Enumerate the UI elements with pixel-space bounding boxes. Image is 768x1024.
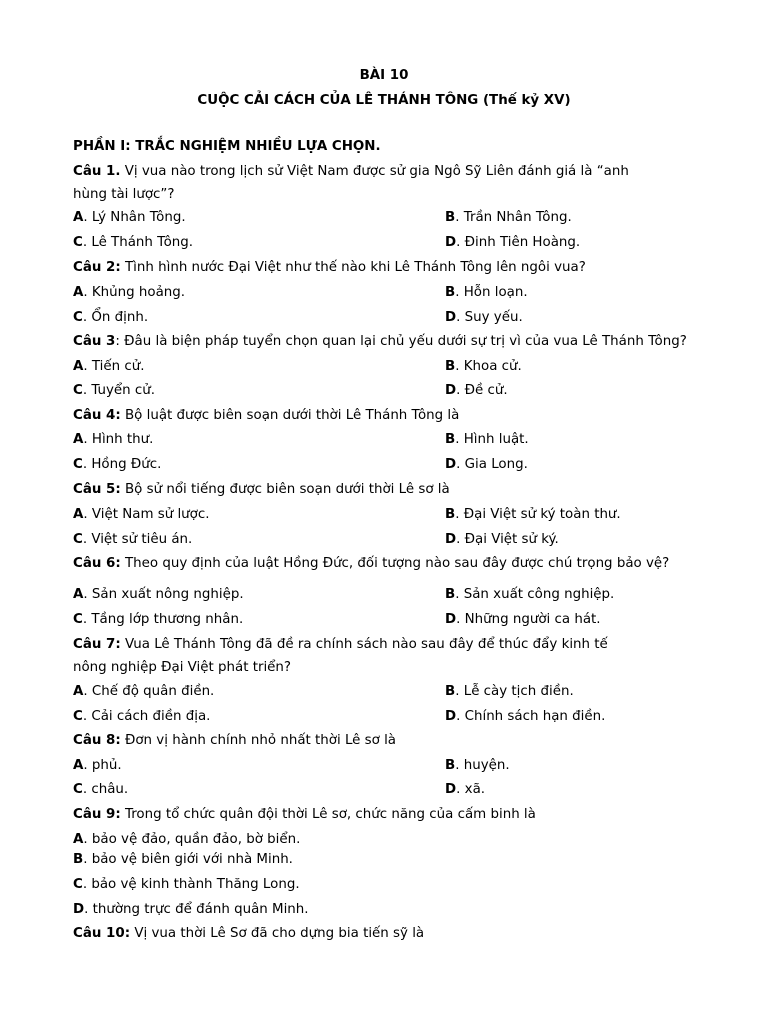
option-letter: B [445,285,456,300]
option-text: . Việt Nam sử lược. [83,507,210,522]
option-text: . Cải cách điền địa. [82,709,211,724]
question-1-cont: hùng tài lược”? [73,187,175,202]
question-2 [73,260,586,275]
option-letter: A [73,359,84,374]
option-5c [73,532,192,547]
option-6c [73,612,243,627]
question-number: Câu 9: [73,807,121,822]
option-text: . Khoa cử. [455,359,522,374]
option-letter: A [73,210,84,225]
option-letter: A [73,432,84,447]
question-number: Câu 10: [73,926,131,941]
option-3a [73,359,144,374]
option-letter: B [445,507,456,522]
option-text: . Trần Nhân Tông. [455,210,572,225]
option-text: . Hỗn loạn. [455,285,528,300]
option-text: . Hồng Đức. [82,457,162,472]
option-letter: B [445,359,456,374]
question-number: Câu 4: [73,408,121,423]
option-5a [73,507,209,522]
option-letter: D [445,310,457,325]
option-letter: B [445,684,456,699]
option-letter: D [73,902,85,917]
option-letter: C [73,383,83,398]
option-letter: A [73,285,84,300]
option-3b [445,359,522,374]
question-text: Tình hình nước Đại Việt như thế nào khi Lê Thánh Tông lên ngôi vua? [120,260,586,275]
option-6a [73,587,244,602]
option-letter: D [445,532,457,547]
option-9b [73,852,293,867]
option-text: . Lý Nhân Tông. [83,210,186,225]
question-9 [73,807,536,822]
option-letter: B [73,852,84,867]
option-text: . Suy yếu. [456,310,523,325]
option-text: . Ổn định. [82,310,149,325]
option-5d [445,532,559,547]
question-8 [73,733,396,748]
option-letter: B [445,432,456,447]
option-1a [73,210,186,225]
option-letter: C [73,235,83,250]
option-letter: D [445,235,457,250]
option-4d [445,457,528,472]
option-letter: D [445,782,457,797]
option-letter: A [73,507,84,522]
option-letter: C [73,532,83,547]
option-text: . Chính sách hạn điền. [456,709,606,724]
question-7 [73,637,608,652]
option-8d [445,782,485,797]
option-3c [73,383,155,398]
question-number: Câu 6: [73,556,121,571]
option-6d [445,612,601,627]
option-letter: D [445,612,457,627]
option-text: . Đại Việt sử ký toàn thư. [455,507,621,522]
option-text: . Tầng lớp thương nhân. [82,612,244,627]
option-letter: C [73,877,83,892]
question-text: Trong tổ chức quân đội thời Lê sơ, chức năng của cấm binh là [120,807,536,822]
question-text: Vị vua thời Lê Sơ đã cho dựng bia tiến sỹ là [130,926,425,941]
option-2b [445,285,528,300]
question-text: Bộ sử nổi tiếng được biên soạn dưới thời Lê sơ là [120,482,450,497]
question-6 [73,556,669,571]
option-1b [445,210,572,225]
option-2a [73,285,185,300]
option-letter: A [73,587,84,602]
option-9d [73,902,309,917]
question-text: Theo quy định của luật Hồng Đức, đối tượng nào sau đây được chú trọng bảo vệ? [120,556,670,571]
option-letter: B [445,758,456,773]
option-text: . châu. [82,782,129,797]
option-text: . Việt sử tiêu án. [82,532,193,547]
question-number: Câu 3 [73,334,116,349]
question-5 [73,482,450,497]
option-letter: C [73,612,83,627]
option-1c [73,235,193,250]
option-text: . Những người ca hát. [456,612,601,627]
option-5b [445,507,621,522]
lesson-title: CUỘC CẢI CÁCH CỦA LÊ THÁNH TÔNG (Thế kỷ XV) [197,93,571,108]
question-3 [73,334,687,349]
option-4a [73,432,153,447]
option-letter: A [73,832,84,847]
question-text: Đơn vị hành chính nhỏ nhất thời Lê sơ là [120,733,397,748]
option-7a [73,684,214,699]
option-text: . phủ. [83,758,122,773]
option-text: . Lê Thánh Tông. [82,235,194,250]
option-2d [445,310,523,325]
option-text: . huyện. [455,758,510,773]
option-letter: A [73,758,84,773]
question-number: Câu 8: [73,733,121,748]
option-letter: D [445,709,457,724]
option-9c [73,877,300,892]
lesson-number: BÀI 10 [359,68,409,83]
option-4b [445,432,529,447]
question-text: : Đâu là biện pháp tuyển chọn quan lại chủ yếu dưới sự trị vì của vua Lê Thánh Tông? [115,334,687,349]
option-text: . Lễ cày tịch điền. [455,684,574,699]
question-text: Vua Lê Thánh Tông đã đề ra chính sách nào sau đây để thúc đẩy kinh tế [120,637,608,652]
option-letter: C [73,310,83,325]
option-letter: B [445,587,456,602]
question-4 [73,408,459,423]
option-text: . Khủng hoảng. [83,285,186,300]
option-letter: B [445,210,456,225]
option-6b [445,587,614,602]
option-8c [73,782,128,797]
option-text: . thường trực để đánh quân Minh. [84,902,309,917]
option-1d [445,235,580,250]
option-letter: A [73,684,84,699]
option-text: . bảo vệ biên giới với nhà Minh. [83,852,293,867]
option-text: . Hình luật. [455,432,529,447]
option-letter: C [73,782,83,797]
option-text: . xã. [456,782,486,797]
section-heading: PHẦN I: TRẮC NGHIỆM NHIỀU LỰA CHỌN. [73,139,381,154]
option-text: . Gia Long. [456,457,528,472]
question-7-cont: nông nghiệp Đại Việt phát triển? [73,660,292,675]
option-letter: D [445,383,457,398]
option-9a [73,832,300,847]
option-text: . Đinh Tiên Hoàng. [456,235,581,250]
option-text: . Đại Việt sử ký. [456,532,559,547]
question-number: Câu 1. [73,164,121,179]
option-7d [445,709,605,724]
question-text: Bộ luật được biên soạn dưới thời Lê Thánh Tông là [120,408,460,423]
option-3d [445,383,508,398]
option-text: . bảo vệ kinh thành Thăng Long. [82,877,300,892]
question-1 [73,164,629,179]
option-7c [73,709,210,724]
option-8a [73,758,122,773]
option-letter: C [73,457,83,472]
option-7b [445,684,574,699]
option-4c [73,457,161,472]
option-2c [73,310,148,325]
option-text: . Hình thư. [83,432,154,447]
question-10 [73,926,424,941]
option-text: . Sản xuất công nghiệp. [455,587,615,602]
option-8b [445,758,510,773]
option-text: . Chế độ quân điền. [83,684,215,699]
question-text: Vị vua nào trong lịch sử Việt Nam được sử gia Ngô Sỹ Liên đánh giá là “anh [120,164,629,179]
option-text: . bảo vệ đảo, quần đảo, bờ biển. [83,832,301,847]
question-number: Câu 2: [73,260,121,275]
question-number: Câu 7: [73,637,121,652]
option-text: . Tiến cử. [83,359,145,374]
option-letter: D [445,457,457,472]
option-letter: C [73,709,83,724]
option-text: . Sản xuất nông nghiệp. [83,587,244,602]
option-text: . Tuyển cử. [82,383,155,398]
question-number: Câu 5: [73,482,121,497]
option-text: . Đề cử. [456,383,508,398]
